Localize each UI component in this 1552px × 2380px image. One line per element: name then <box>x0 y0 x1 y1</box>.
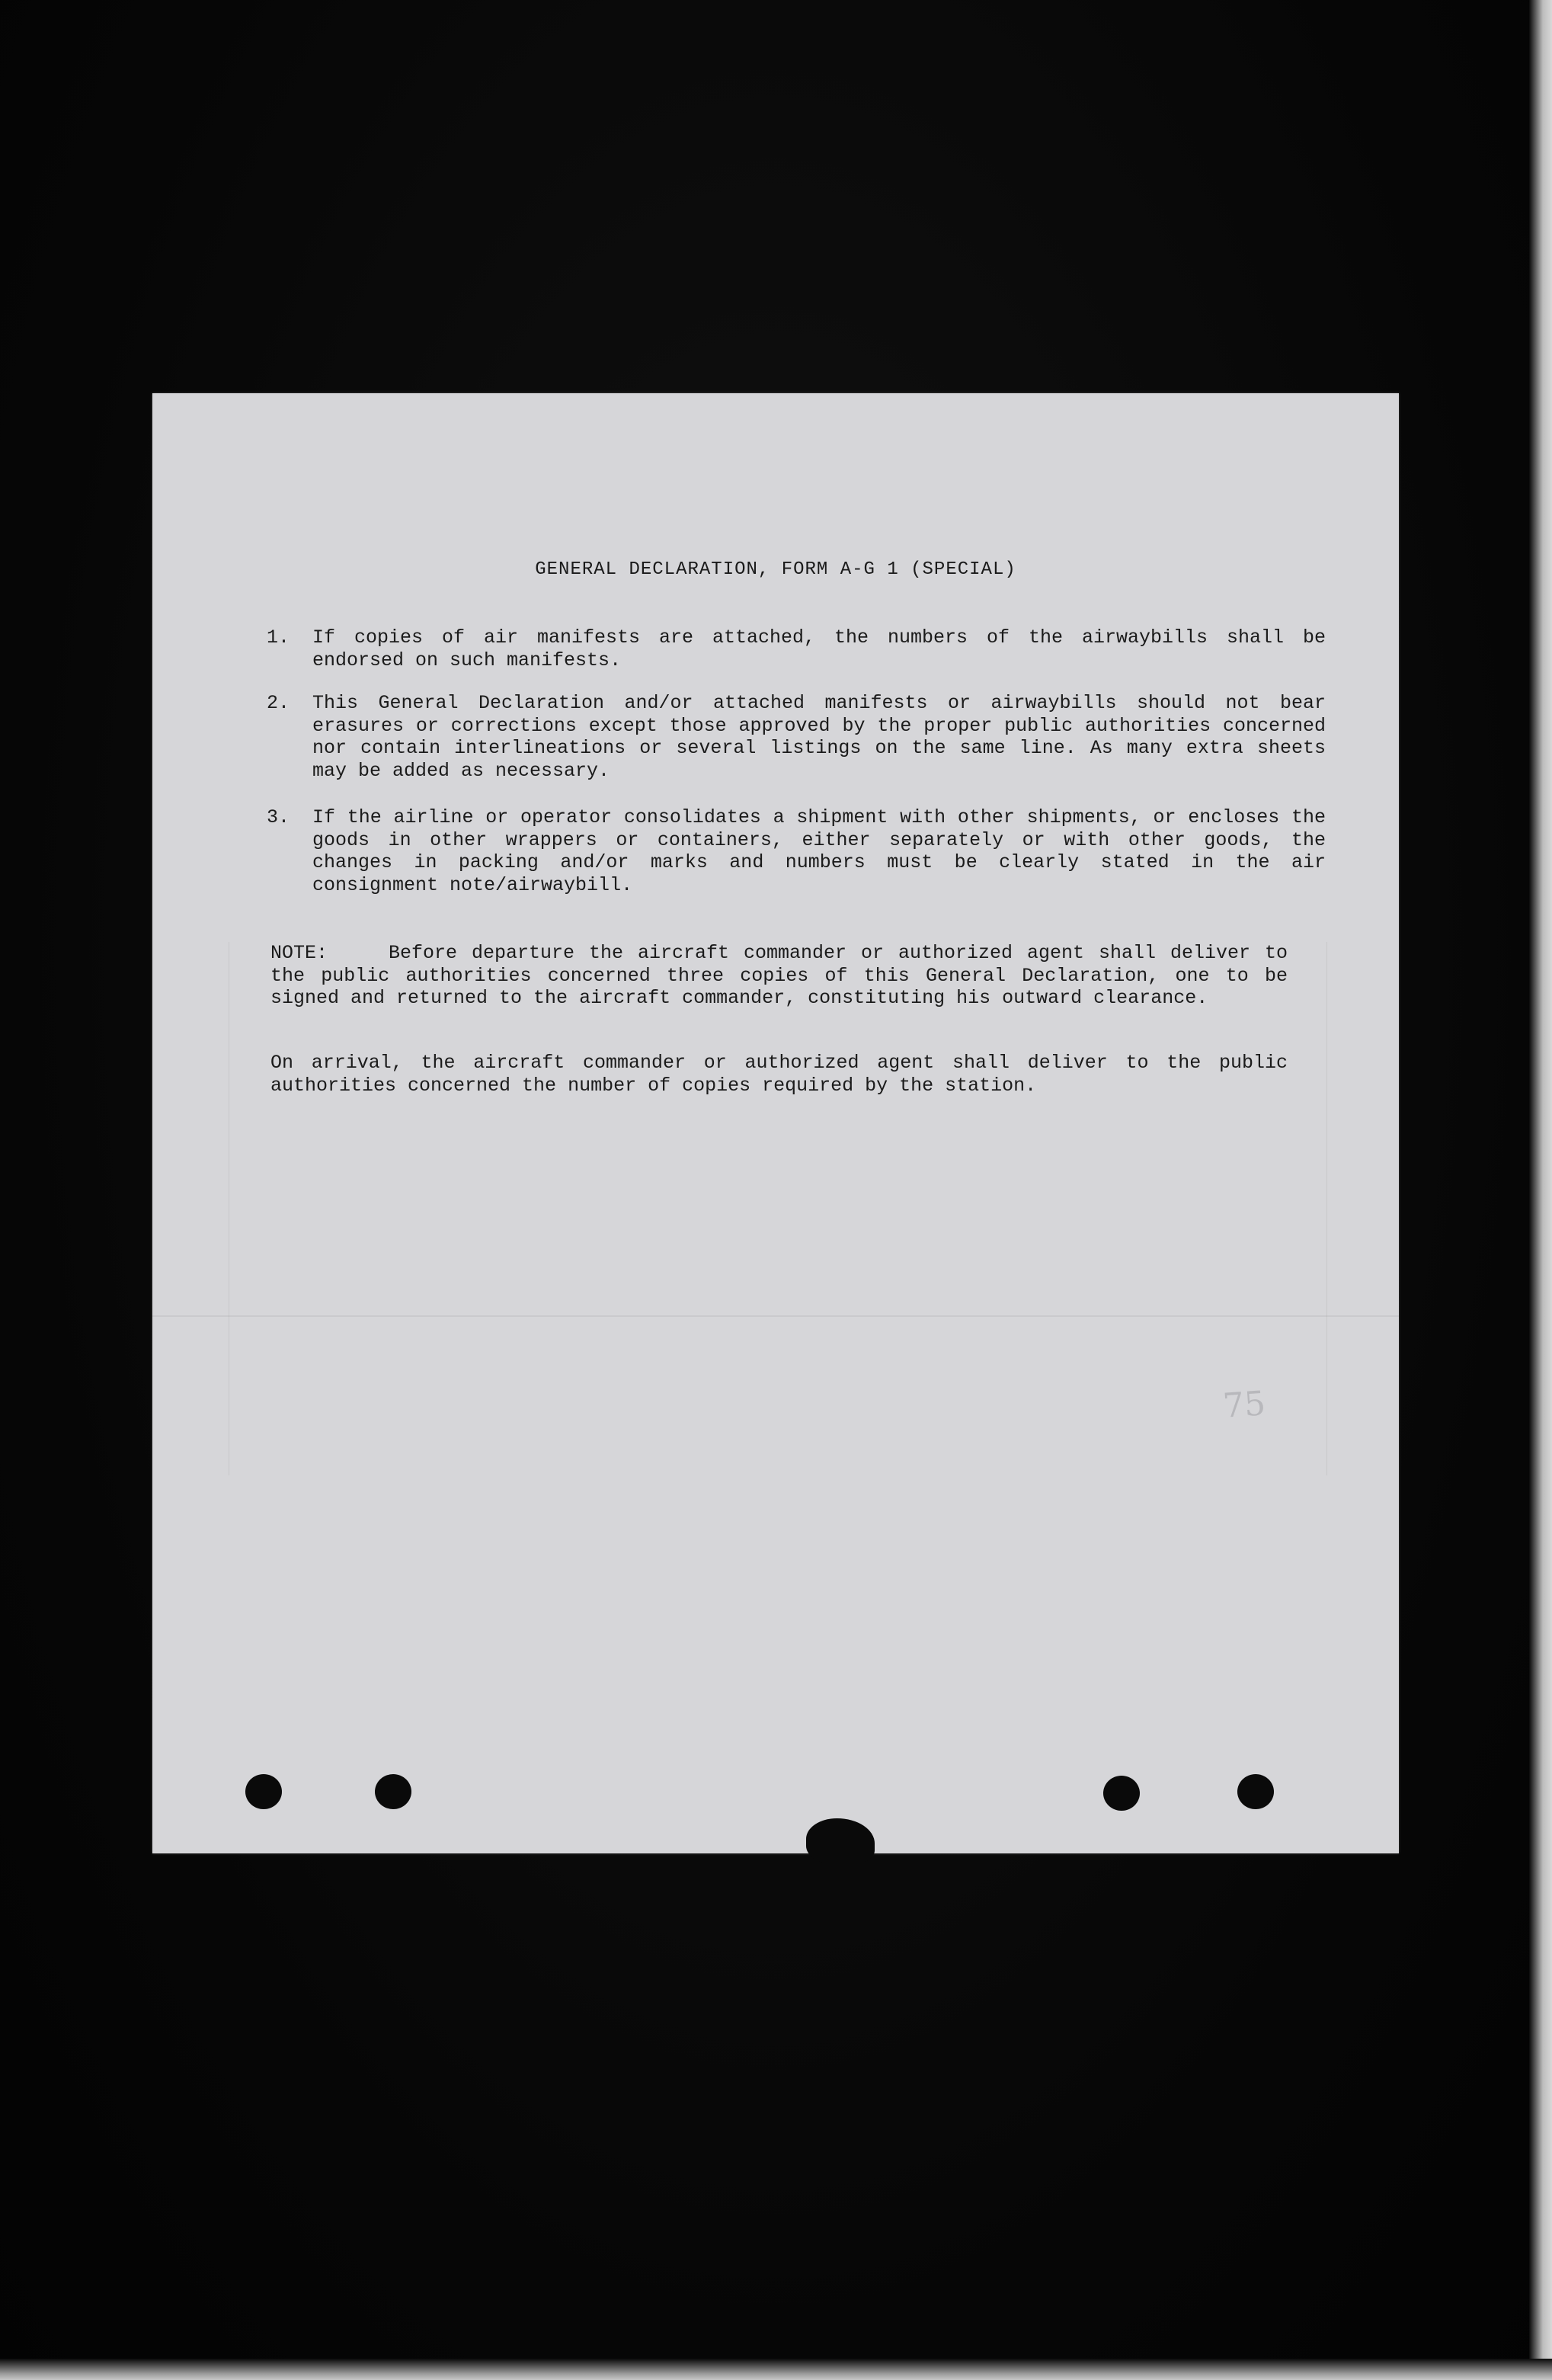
note-label: NOTE: <box>270 942 328 964</box>
punch-hole <box>245 1774 282 1809</box>
paper-tear <box>806 1818 875 1864</box>
punch-hole <box>375 1774 411 1809</box>
bleed-through-lines <box>229 942 1327 1475</box>
scan-bottom-edge <box>0 2359 1552 2380</box>
punch-hole <box>1103 1776 1140 1811</box>
list-item-text: If the airline or operator consolidates a shipment with other shipments, or encloses the goods in other wrappers or containers, either separately or with other goods, the changes in packing and/or marks and numbers must be clearly stated in the air consignment note/airwaybill. <box>312 806 1326 896</box>
note-text: Before departure the aircraft commander or authorized agent shall deliver to the public authorities concerned three copies of this General Declaration, one to be signed and returned to the aircraft commander, constituting his outward clearance. <box>270 942 1288 1009</box>
handwritten-mark: 75 <box>1221 1384 1267 1426</box>
list-item-text: This General Declaration and/or attached manifests or airwaybills should not bear erasures or corrections except those approved by the proper public authorities concerned nor contain interlineations or several listings on the same line. As many extra sheets may be added as necessary. <box>312 692 1326 782</box>
list-item-text: If copies of air manifests are attached, the numbers of the airwaybills shall be endorsed on such manifests. <box>312 626 1326 671</box>
fold-line <box>152 1315 1399 1317</box>
list-item-number: 3. <box>267 806 290 828</box>
punch-hole <box>1237 1774 1274 1809</box>
arrival-paragraph: On arrival, the aircraft commander or authorized agent shall deliver to the public authorities concerned the number of copies required by the station. <box>270 1052 1288 1097</box>
document-title: GENERAL DECLARATION, FORM A-G 1 (SPECIAL) <box>535 559 1016 580</box>
document-page <box>152 393 1399 1853</box>
list-item-number: 2. <box>267 692 290 714</box>
note-paragraph <box>270 942 1288 1010</box>
list-item-number: 1. <box>267 626 290 649</box>
scan-right-edge <box>1529 0 1552 2380</box>
